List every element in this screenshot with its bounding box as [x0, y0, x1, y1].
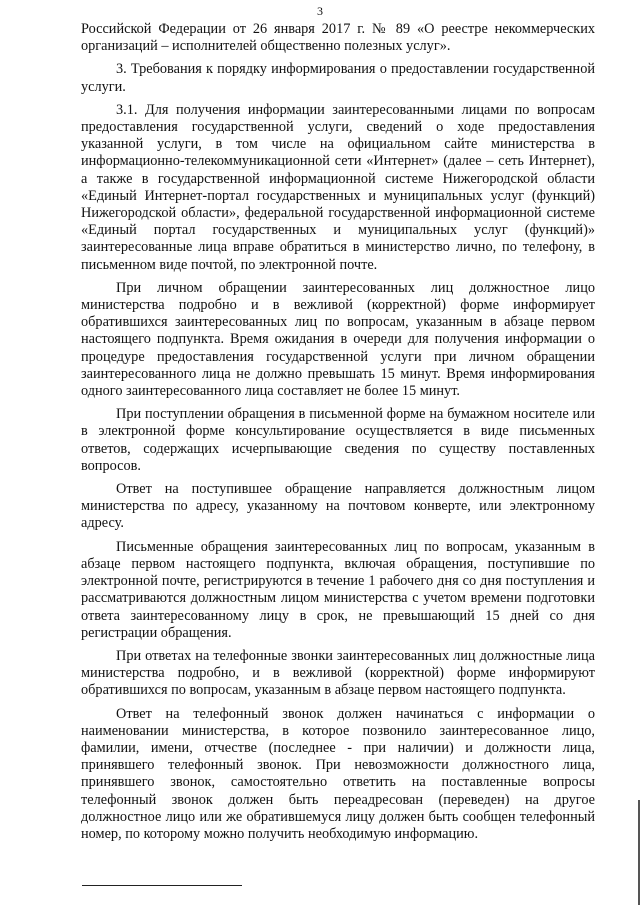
- page-number: 3: [317, 4, 323, 18]
- paragraph-reply-address: Ответ на поступившее обращение направляется должностным лицом министерства по адресу, указанному на почтовом конверте, или электронному адресу.: [81, 481, 595, 532]
- paragraph-3-1: 3.1. Для получения информации заинтересованными лицами по вопросам предоставления государственной услуги, сведений о ходе предоставления указанной услуги, в том числе на официальном сайте министерства в информационно-телекоммуникационной сети «Интернет» (далее – сеть Интернет), а также в государственной информационной системе Нижегородской области «Единый Интернет-портал государственных и муниципальных услуг (функций) Нижегородской области», федеральной государственной информационной системе «Единый портал государственных и муниципальных услуг (функций)» заинтересованные лица вправе обратиться в министерство лично, по телефону, в письменном виде почтой, по электронной почте.: [81, 101, 595, 273]
- paragraph-continuation: Российской Федерации от 26 января 2017 г. № 89 «О реестре некоммерческих организаций – исполнителей общественно полезных услуг».: [81, 21, 595, 55]
- paragraph-written-appeal: При поступлении обращения в письменной форме на бумажном носителе или в электронной форме консультирование осуществляется в виде письменных ответов, содержащих исчерпывающие сведения по существу поставленных вопросов.: [81, 406, 595, 474]
- paragraph-personal-appeal: При личном обращении заинтересованных лиц должностное лицо министерства подробно и в вежливой (корректной) форме информирует обратившихся заинтересованных лиц по вопросам, указанным в абзаце первом настоящего подпункта. Время ожидания в очереди для получения информации о процедуре предоставления государственной услуги при личном обращении заинтересованного лица не должно превышать 15 минут. Время информирования одного заинтересованного лица составляет не более 15 минут.: [81, 279, 595, 400]
- paragraph-phone-answers: При ответах на телефонные звонки заинтересованных лиц должностные лица министерства подробно, и в вежливой (корректной) форме информируют обратившихся по вопросам, указанным в абзаце первом настоящего подпункта.: [81, 647, 595, 699]
- section-heading-3: 3. Требования к порядку информирования о предоставлении государственной услуги.: [81, 61, 595, 95]
- footnote-divider: [82, 885, 242, 886]
- paragraph-registration: Письменные обращения заинтересованных лиц по вопросам, указанным в абзаце первом настоящего подпункта, включая обращения, поступившие по электронной почте, регистрируются в течение 1 рабочего дня со дня поступления и рассматриваются должностным лицом министерства с учетом времени подготовки ответа заинтересованному лицу в срок, не превышающий 15 дней со дня регистрации обращения.: [81, 538, 595, 641]
- paragraph-phone-call: Ответ на телефонный звонок должен начинаться с информации о наименовании министерства, в которое позвонило заинтересованное лицо, фамилии, имени, отчестве (последнее - при наличии) и должности лица, принявшего телефонный звонок. При невозможности должностного лица, принявшего звонок, самостоятельно ответить на поставленные вопросы телефонный звонок должен быть переадресован (переведен) на другое должностное лицо или же обратившемуся лицу должен быть сообщен телефонный номер, по которому можно получить необходимую информацию.: [81, 705, 595, 842]
- document-body: [81, 21, 595, 843]
